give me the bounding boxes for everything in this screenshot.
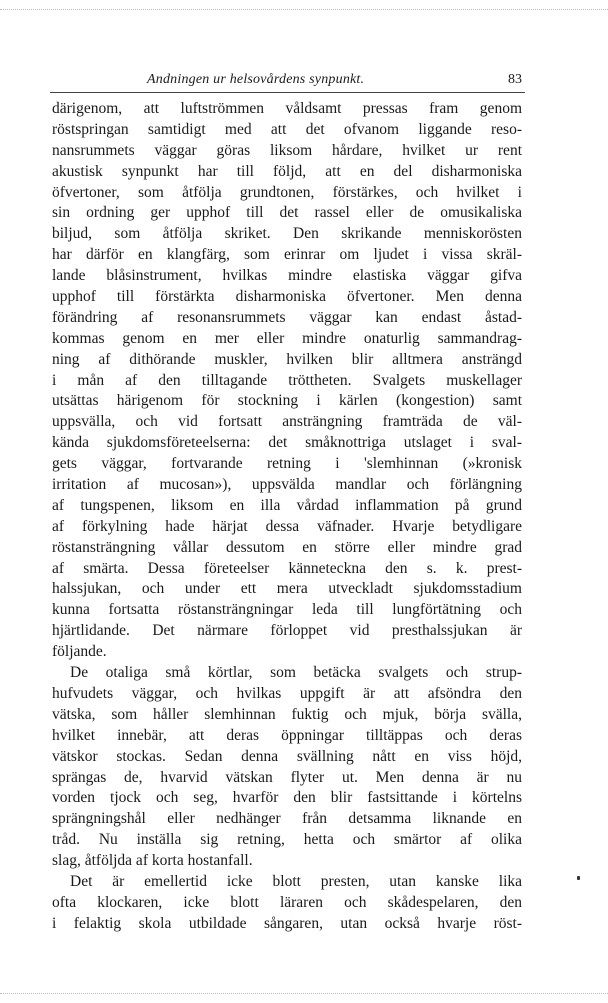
text-line: öfvertoner, som åtfölja grundtonen, förstärkes, och hvilket i [52, 183, 522, 201]
text-line: därigenom, att luftströmmen våldsamt pressas fram genom [52, 100, 522, 117]
text-line: af förkylning hade härjat dessa väfnader. Hvarje betydligare [52, 517, 522, 535]
text-line: akustisk synpunkt har till följd, att en del disharmoniska [52, 162, 522, 180]
text-line: vätska, som håller slemhinnan fuktig och mjuk, börja svälla, [52, 705, 522, 723]
paragraph-start-line: De otaliga små körtlar, som betäcka svalgets och strup- [70, 664, 522, 682]
text-line: irritation af mucosan»), uppsvälda mandlar och förlängning [52, 476, 522, 494]
text-line: upphof till förstärkta disharmoniska öfvertoner. Men denna [52, 288, 522, 306]
text-line: hvilket innebär, att deras öppningar tilltäppas och deras [52, 726, 522, 744]
paragraph-end-line: slag, åtföljda af korta hostanfall. [52, 852, 253, 870]
text-line: af smärta. Dessa företeelser känneteckna den s. k. prest- [52, 559, 522, 577]
text-line: vorden tjock och seg, hvarför den blir fastsittande i körtelns [52, 789, 522, 807]
text-line: ofta klockaren, icke blott läraren och skådespelaren, den [52, 893, 522, 911]
text-line: sprängningshål eller nedhänger från detsamma liknande en [52, 810, 522, 828]
text-line: utsättas härigenom för stockning i kärlen (kongestion) samt [52, 392, 522, 410]
text-line: hufvudets väggar, och hvilkas uppgift är att afsöndra den [52, 684, 522, 702]
text-line: i felaktig skola utbildade sångaren, utan också hvarje röst- [52, 914, 522, 932]
text-line: sprängas de, hvarvid vätskan flyter ut. Men denna är nu [52, 768, 522, 786]
text-line: nansrummets väggar göras liksom hårdare, hvilket ur rent [52, 141, 522, 159]
text-line: i mån af den tilltagande tröttheten. Svalgets muskellager [52, 371, 522, 389]
text-line: kända sjukdomsföreteelserna: det småknottriga utslaget i sval- [52, 434, 522, 452]
text-line: röstansträngning vållar dessutom en större eller mindre grad [52, 538, 522, 556]
text-line: halssjukan, och under ett mera utveckladt sjukdomsstadium [52, 580, 522, 598]
ink-speck [577, 876, 580, 880]
text-line: biljud, som åtfölja skriket. Den skrikande menniskorösten [52, 225, 522, 243]
text-line: röstspringan samtidigt med att det ofvanom liggande reso- [52, 120, 522, 138]
text-line: tråd. Nu inställa sig retning, hetta och smärtor af olika [52, 831, 522, 849]
text-line: förändring af resonansrummets väggar kan endast åstad- [52, 308, 522, 326]
text-line: ning af dithörande muskler, hvilken blir alltmera ansträngd [52, 350, 522, 368]
paragraph-end-line: följande. [52, 643, 107, 661]
text-line: har därför en klangfärg, som erinrar om ljudet i vissa skräl- [52, 246, 522, 264]
text-line: sin ordning ger upphof till det rassel eller de omusikaliska [52, 204, 522, 222]
text-line: af tungspenen, liksom en illa vårdad inflammation på grund [52, 496, 522, 514]
running-head: Andningen ur helsovårdens synpunkt. [147, 72, 365, 87]
paragraph-start-line: Det är emellertid icke blott presten, utan kanske lika [70, 872, 522, 890]
page-number: 83 [508, 72, 522, 87]
header-rule [50, 92, 525, 93]
text-line: gets väggar, fortvarande retning i 'slemhinnan (»kronisk [52, 455, 522, 473]
text-line: lande blåsinstrument, hvilkas mindre elastiska väggar gifva [52, 267, 522, 285]
text-line: vätskor stockas. Sedan denna svällning nått en viss höjd, [52, 747, 522, 765]
text-line: kunna fortsatta röstansträngningar leda till lungförtätning och [52, 601, 522, 619]
text-line: kommas genom en mer eller mindre onaturlig sammandrag- [52, 329, 522, 347]
text-line: hjärtlidande. Det närmare förloppet vid presthalssjukan är [52, 622, 522, 640]
body-text [52, 99, 522, 935]
top-edge-rule [0, 9, 608, 10]
page-header [52, 72, 522, 90]
bottom-edge-rule [0, 993, 608, 994]
text-line: uppsvälla, och vid fortsatt ansträngning framträda de väl- [52, 413, 522, 431]
